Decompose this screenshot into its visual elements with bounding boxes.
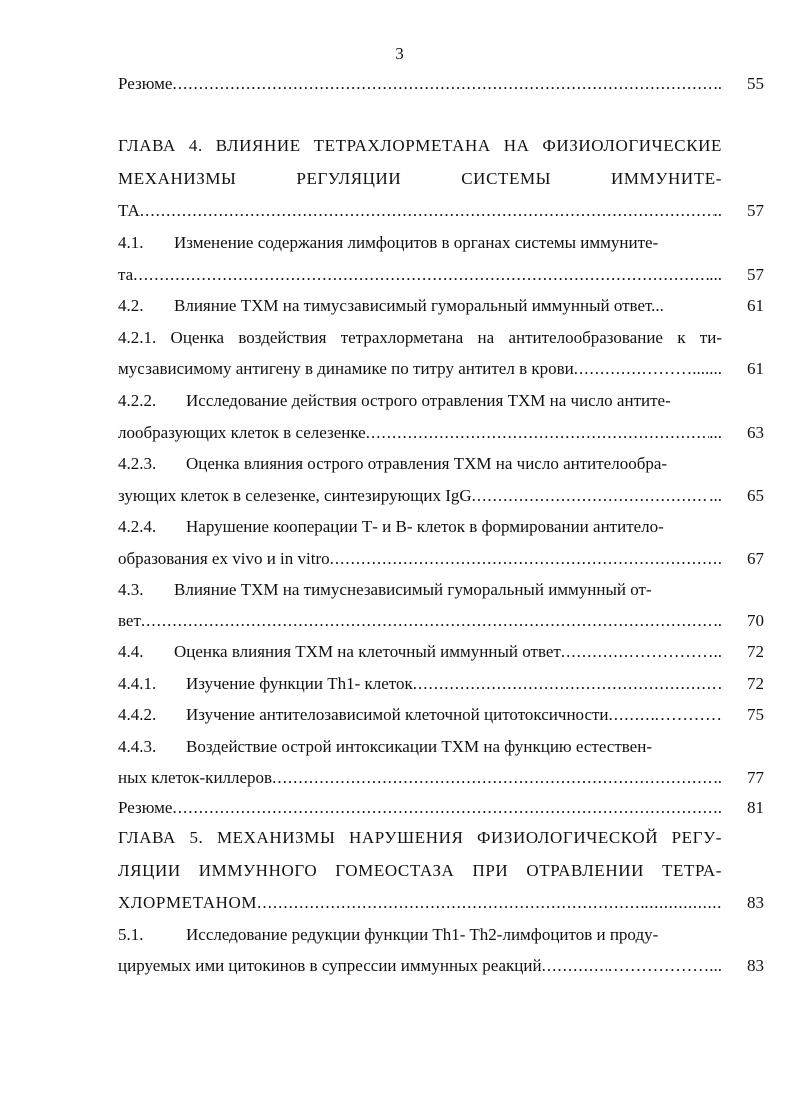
leader-dots (574, 358, 642, 380)
section-number: 4.4.2. (118, 705, 157, 724)
page-ref: 72 (747, 642, 764, 661)
section-number: 4.2.3. (118, 454, 157, 473)
toc-entry-resume-1[interactable]: Резюме ..... .. (118, 73, 722, 95)
chapter-4-heading-cont[interactable]: МЕХАНИЗМЫ РЕГУЛЯЦИИ СИСТЕМЫ ИММУНИТЕ- (118, 169, 722, 188)
leader-dots (330, 548, 718, 570)
toc-entry-4-2-3[interactable] (118, 453, 722, 475)
toc-entry-4-3[interactable] (118, 579, 722, 601)
chapter-5-heading-end[interactable]: ХЛОРМЕТАНОМ ..... ................ (118, 892, 722, 914)
entry-title: Влияние ТХМ на тимусзависимый гуморальный иммунный ответ... (174, 296, 664, 315)
section-number: 4.3. (118, 580, 144, 599)
leader-dots (561, 641, 629, 663)
entry-title: Оценка влияния острого отравления ТХМ на число антителообра- (186, 454, 668, 473)
leader-dots (472, 485, 710, 507)
chapter-5-heading[interactable]: ГЛАВА 5. МЕХАНИЗМЫ НАРУШЕНИЯ ФИЗИОЛОГИЧЕСКОЙ РЕГУ- (118, 828, 722, 847)
leader-dots (141, 610, 714, 632)
toc-entry-4-2-4-cont[interactable]: образования ex vivo и in vitro ..... . (118, 548, 722, 570)
section-number: 4.2.2. (118, 391, 157, 410)
page-ref: 57 (747, 265, 764, 284)
section-number: 5.1. (118, 925, 144, 944)
toc-entry-4-2-1[interactable]: 4.2.1. Оценка воздействия тетрахлорметана на антителообразование к ти- (118, 328, 722, 347)
page-ref: 77 (747, 768, 764, 787)
entry-title: Исследование редукции функции Th1- Th2-лимфоцитов и проду- (186, 925, 659, 944)
toc-entry-4-2-3-cont[interactable]: зующих клеток в селезенке, синтезирующих IgG ..... ... (118, 485, 722, 507)
toc-entry-4-2[interactable] (118, 295, 722, 317)
page-ref: 72 (747, 674, 764, 693)
page-ref: 65 (747, 486, 764, 505)
entry-title: Резюме (118, 74, 173, 93)
page-ref: 55 (747, 74, 764, 93)
toc-entry-4-4-3[interactable] (118, 736, 722, 758)
section-number: 4.4. (118, 642, 144, 661)
page-ref: 83 (747, 956, 764, 975)
leader-dots (542, 955, 608, 977)
entry-title: Изучение антителозависимой клеточной цитотоксичности (186, 705, 609, 724)
toc-entry-4-4-1[interactable]: 4.4.1. Изучение функции Th1- клеток ..... . (118, 673, 722, 695)
leader-dots (413, 673, 718, 695)
section-number: 4.4.1. (118, 674, 157, 693)
page-ref: 61 (747, 296, 764, 315)
leader-dots (140, 200, 714, 222)
toc-entry-4-1[interactable] (118, 232, 722, 254)
page-ref: 57 (747, 201, 764, 220)
page-ref: 67 (747, 549, 764, 568)
toc-entry-4-1-cont[interactable]: та ..... ... (118, 264, 722, 286)
entry-title: Изучение функции Th1- клеток (186, 674, 413, 693)
toc-entry-4-4[interactable]: 4.4. Оценка влияния ТХМ на клеточный иммунный ответ ..... …………….. (118, 641, 722, 663)
page-ref: 70 (747, 611, 764, 630)
entry-title: Влияние ТХМ на тимуснезависимый гуморальный иммунный от- (174, 580, 652, 599)
page-ref: 63 (747, 423, 764, 442)
chapter-4-heading[interactable]: ГЛАВА 4. ВЛИЯНИЕ ТЕТРАХЛОРМЕТАНА НА ФИЗИОЛОГИЧЕСКИЕ (118, 136, 722, 155)
toc-entry-4-4-2[interactable]: 4.4.2. Изучение антителозависимой клеточной цитотоксичности ..... ………… (118, 704, 722, 726)
entry-title: Нарушение кооперации Т- и В- клеток в формировании антитело- (186, 517, 664, 536)
chapter-5-heading-cont[interactable]: ЛЯЦИИ ИММУННОГО ГОМЕОСТАЗА ПРИ ОТРАВЛЕНИИ ТЕТРА- (118, 861, 722, 880)
leader-dots (172, 797, 717, 819)
leader-dots (609, 704, 654, 726)
page-ref: 75 (747, 705, 764, 724)
entry-title: Воздействие острой интоксикации ТХМ на функцию естествен- (186, 737, 652, 756)
leader-dots (133, 264, 709, 286)
toc-entry-4-2-4[interactable] (118, 516, 722, 538)
section-number: 4.1. (118, 233, 144, 252)
leader-dots (172, 73, 713, 95)
section-number: 4.2. (118, 296, 144, 315)
entry-title: Исследование действия острого отравления ТХМ на число антите- (186, 391, 671, 410)
toc-entry-resume-2[interactable]: Резюме ..... . (118, 797, 722, 819)
leader-dots (366, 422, 710, 444)
toc-entry-5-1[interactable] (118, 924, 722, 946)
toc-entry-4-3-cont[interactable]: вет ..... .. (118, 610, 722, 632)
page-ref: 61 (747, 359, 764, 378)
leader-dots (272, 767, 713, 789)
section-number: 4.2.4. (118, 517, 157, 536)
page-ref: 83 (747, 893, 764, 912)
entry-title: Резюме (118, 798, 173, 817)
toc-entry-5-1-cont[interactable]: цируемых ими цитокинов в супрессии иммунных реакций ..... ………………... (118, 955, 722, 977)
page-ref: 81 (747, 798, 764, 817)
chapter-4-heading-end[interactable]: ТА ..... .. (118, 200, 722, 222)
entry-title: Оценка влияния ТХМ на клеточный иммунный ответ (174, 642, 561, 661)
toc-entry-4-2-1-cont[interactable]: мусзависимому антигену в динамике по титру антител в крови ..... ………....... (118, 358, 722, 380)
entry-title: Изменение содержания лимфоцитов в органах системы иммуните- (174, 233, 659, 252)
toc-entry-4-2-2[interactable] (118, 390, 722, 412)
toc-entry-4-2-2-cont[interactable]: лообразующих клеток в селезенке ..... ... (118, 422, 722, 444)
toc-entry-4-4-3-cont[interactable]: ных клеток-киллеров ..... .. (118, 767, 722, 789)
section-number: 4.4.3. (118, 737, 157, 756)
leader-dots (257, 892, 644, 914)
page-number: 3 (395, 44, 404, 63)
